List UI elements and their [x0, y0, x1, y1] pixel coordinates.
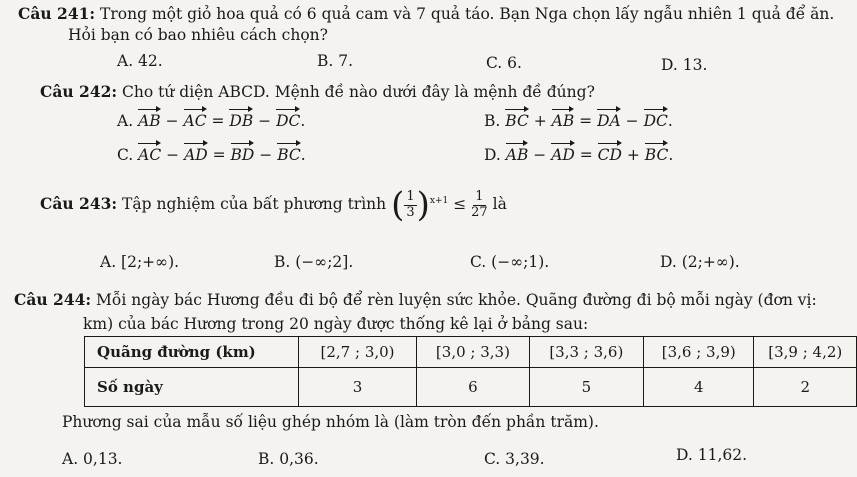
- question-242-text: Cho tứ diện ABCD. Mệnh đề nào dưới đây là mệnh đề đúng?: [117, 83, 595, 101]
- q243-option-b: B. (−∞;2].: [274, 253, 354, 271]
- vector-db: DB: [229, 112, 254, 130]
- table-cell: [3,0 ; 3,3): [417, 337, 529, 368]
- question-244-text: Mỗi ngày bác Hương đều đi bộ để rèn luyện sức khỏe. Quãng đường đi bộ mỗi ngày (đơn vị:: [91, 291, 817, 309]
- q243-option-c: C. (−∞;1).: [470, 253, 550, 271]
- table-header-days: Số ngày: [85, 368, 299, 407]
- vector-dc: DC: [276, 112, 301, 130]
- table-header-distance: Quãng đường (km): [85, 337, 299, 368]
- question-244-prompt: Phương sai của mẫu số liệu ghép nhóm là (làm tròn đến phần trăm).: [62, 413, 599, 431]
- question-244-line1: [14, 290, 817, 309]
- table-row: [85, 368, 857, 407]
- q242-label-c: C.: [117, 146, 134, 164]
- q241-option-b: B. 7.: [317, 52, 354, 70]
- table-cell: [3,6 ; 3,9): [644, 337, 754, 368]
- q242-option-c: C. AC − AD = BD − BC.: [117, 146, 306, 164]
- vector-ab: AB: [551, 112, 575, 130]
- table-cell: [3,9 ; 4,2): [754, 337, 857, 368]
- fraction-one-27: $\frac{1}{27}$: [471, 189, 488, 220]
- question-244-line2: km) của bác Hương trong 20 ngày được thống kê lại ở bảng sau:: [83, 315, 589, 333]
- vector-bc: BC: [277, 146, 301, 164]
- question-243-line: [40, 185, 507, 225]
- vector-bc: BC: [505, 112, 529, 130]
- table-cell: 3: [298, 368, 416, 407]
- question-243-number: Câu 243:: [40, 194, 118, 213]
- vector-ad: AD: [551, 146, 575, 164]
- q241-option-d: D. 13.: [661, 56, 708, 74]
- vector-ab: AB: [505, 146, 529, 164]
- question-241-number: Câu 241:: [18, 4, 96, 23]
- table-cell: [2,7 ; 3,0): [298, 337, 416, 368]
- q244-option-c: C. 3,39.: [484, 450, 545, 468]
- question-243-tail: là: [492, 195, 507, 213]
- vector-cd: CD: [597, 146, 622, 164]
- table-row: [85, 337, 857, 368]
- question-242-line: [40, 82, 595, 101]
- q244-option-a: A. 0,13.: [62, 450, 123, 468]
- question-241-line1: [18, 4, 834, 23]
- fraction-one-third: $\frac{1}{3}$: [406, 189, 415, 220]
- q242-label-b: B.: [484, 112, 501, 130]
- vector-da: DA: [597, 112, 621, 130]
- question-242-number: Câu 242:: [40, 82, 118, 101]
- vector-bc: BC: [644, 146, 669, 164]
- q242-label-d: D.: [484, 146, 501, 164]
- question-243-text: Tập nghiệm của bất phương trình: [117, 195, 387, 213]
- q242-option-a: A. AB − AC = DB − DC.: [117, 112, 306, 130]
- vector-dc: DC: [643, 112, 668, 130]
- q244-option-b: B. 0,36.: [258, 450, 319, 468]
- exponent: x+1: [429, 195, 449, 206]
- table-cell: [3,3 ; 3,6): [529, 337, 643, 368]
- vector-ad: AD: [184, 146, 208, 164]
- inequality: ( $\frac{1}{3}$ )$^{x+1}$ ≤ $\frac{1}{27}$: [391, 185, 488, 225]
- vector-ab: AB: [138, 112, 161, 130]
- q244-option-d: D. 11,62.: [676, 446, 748, 464]
- table-cell: 4: [644, 368, 754, 407]
- vector-ac: AC: [183, 112, 207, 130]
- vector-bd: BD: [230, 146, 255, 164]
- q242-option-d: D. AB − AD = CD + BC.: [484, 146, 674, 164]
- q242-label-a: A.: [117, 112, 134, 130]
- question-241-text: Trong một giỏ hoa quả có 6 quả cam và 7 quả táo. Bạn Nga chọn lấy ngẫu nhiên 1 quả để ăn.: [95, 5, 835, 23]
- table-cell: 2: [754, 368, 857, 407]
- table-cell: 5: [529, 368, 643, 407]
- table-cell: 6: [417, 368, 529, 407]
- frequency-table: [84, 336, 857, 407]
- q243-option-a: A. [2;+∞).: [100, 253, 180, 271]
- question-244-number: Câu 244:: [14, 290, 92, 309]
- q242-option-b: B. BC + AB = DA − DC.: [484, 112, 673, 130]
- q241-option-c: C. 6.: [486, 54, 522, 72]
- q241-option-a: A. 42.: [117, 52, 163, 70]
- question-241-line2: Hỏi bạn có bao nhiêu cách chọn?: [68, 26, 328, 44]
- vector-ac: AC: [138, 146, 162, 164]
- q243-option-d: D. (2;+∞).: [660, 253, 740, 271]
- inequality-sign: ≤: [453, 195, 467, 213]
